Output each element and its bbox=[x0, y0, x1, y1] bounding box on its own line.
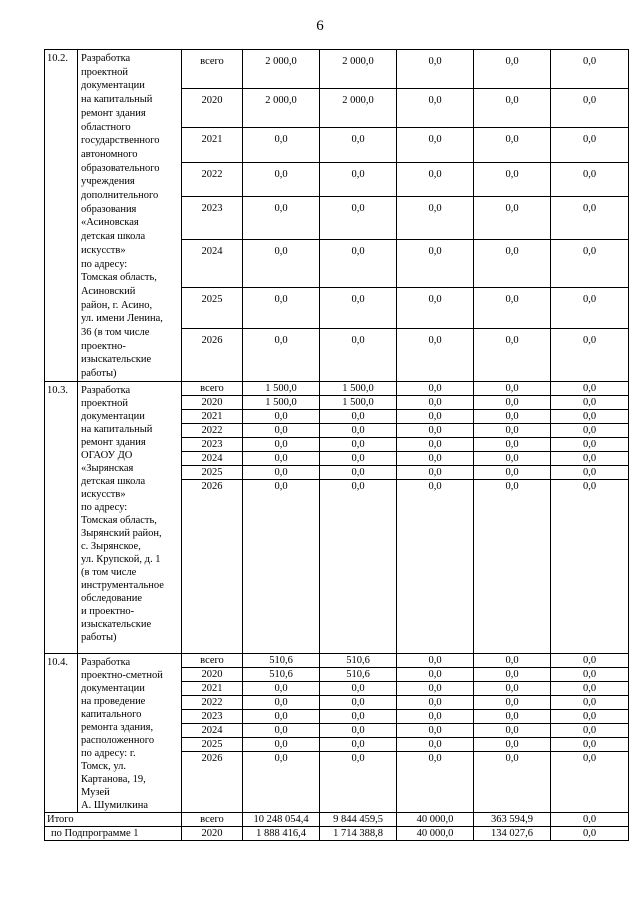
value-cell: 363 594,9 bbox=[474, 812, 551, 826]
value-cell: 0,0 bbox=[320, 724, 397, 738]
value-cell: 0,0 bbox=[243, 240, 320, 287]
year-cell: 2020 bbox=[182, 395, 243, 409]
description-line: проектно- bbox=[81, 340, 126, 352]
description-line: капитального bbox=[81, 708, 142, 720]
year-cell: 2026 bbox=[182, 328, 243, 381]
value-cell: 0,0 bbox=[397, 710, 474, 724]
year-cell: 2025 bbox=[182, 287, 243, 328]
value-cell: 0,0 bbox=[551, 465, 629, 479]
year-cell: 2026 bbox=[182, 752, 243, 812]
value-cell: 0,0 bbox=[397, 451, 474, 465]
year-cell: 2023 bbox=[182, 197, 243, 240]
value-cell: 10 248 054,4 bbox=[243, 812, 320, 826]
description-line: автономного bbox=[81, 148, 138, 160]
year-cell: 2025 bbox=[182, 738, 243, 752]
row-index: 10.3. bbox=[45, 381, 78, 653]
value-cell: 0,0 bbox=[551, 826, 629, 840]
value-cell: 0,0 bbox=[551, 451, 629, 465]
value-cell: 0,0 bbox=[397, 381, 474, 395]
value-cell: 0,0 bbox=[551, 50, 629, 89]
value-cell: 0,0 bbox=[551, 479, 629, 653]
description-line: детская школа bbox=[81, 475, 146, 487]
value-cell: 0,0 bbox=[551, 328, 629, 381]
value-cell: 0,0 bbox=[474, 479, 551, 653]
value-cell: 0,0 bbox=[243, 451, 320, 465]
value-cell: 0,0 bbox=[474, 328, 551, 381]
value-cell: 1 500,0 bbox=[243, 395, 320, 409]
value-cell: 0,0 bbox=[551, 240, 629, 287]
value-cell: 0,0 bbox=[551, 812, 629, 826]
description-line: изыскательские bbox=[81, 354, 152, 366]
description-line: обследование bbox=[81, 592, 142, 604]
year-cell: всего bbox=[182, 50, 243, 89]
value-cell: 40 000,0 bbox=[397, 812, 474, 826]
value-cell: 0,0 bbox=[551, 381, 629, 395]
value-cell: 0,0 bbox=[474, 653, 551, 667]
value-cell: 0,0 bbox=[320, 240, 397, 287]
table-row bbox=[45, 50, 629, 89]
value-cell: 0,0 bbox=[243, 197, 320, 240]
row-index: 10.4. bbox=[45, 653, 78, 812]
description-line: проектной bbox=[81, 66, 128, 78]
description-line: (в том числе bbox=[81, 566, 137, 578]
year-cell: 2023 bbox=[182, 437, 243, 451]
year-cell: 2024 bbox=[182, 724, 243, 738]
table-row bbox=[45, 653, 629, 667]
value-cell: 1 888 416,4 bbox=[243, 826, 320, 840]
total-label: по Подпрограмме 1 bbox=[45, 826, 182, 840]
description-line: инструментальное bbox=[81, 579, 164, 591]
value-cell: 0,0 bbox=[397, 653, 474, 667]
value-cell: 0,0 bbox=[474, 381, 551, 395]
value-cell: 0,0 bbox=[551, 409, 629, 423]
value-cell: 0,0 bbox=[320, 465, 397, 479]
year-cell: всего bbox=[182, 812, 243, 826]
value-cell: 2 000,0 bbox=[320, 50, 397, 89]
value-cell: 0,0 bbox=[551, 437, 629, 451]
description-line: А. Шумилкина bbox=[81, 799, 149, 811]
value-cell: 0,0 bbox=[397, 89, 474, 128]
value-cell: 0,0 bbox=[474, 89, 551, 128]
value-cell: 0,0 bbox=[243, 128, 320, 163]
value-cell: 0,0 bbox=[474, 50, 551, 89]
description-line: Картанова, 19, bbox=[81, 773, 146, 785]
value-cell: 0,0 bbox=[320, 128, 397, 163]
value-cell: 0,0 bbox=[551, 653, 629, 667]
value-cell: 0,0 bbox=[551, 696, 629, 710]
description-line: Разработка bbox=[81, 384, 131, 396]
description-line: Асиновский bbox=[81, 285, 136, 297]
year-cell: 2022 bbox=[182, 696, 243, 710]
description-line: ремонта здания, bbox=[81, 721, 154, 733]
description-line: Томская область, bbox=[81, 514, 157, 526]
description-line: Музей bbox=[81, 786, 110, 798]
value-cell: 0,0 bbox=[474, 163, 551, 197]
value-cell: 0,0 bbox=[397, 696, 474, 710]
year-cell: всего bbox=[182, 381, 243, 395]
value-cell: 40 000,0 bbox=[397, 826, 474, 840]
value-cell: 0,0 bbox=[474, 395, 551, 409]
value-cell: 0,0 bbox=[243, 479, 320, 653]
value-cell: 0,0 bbox=[397, 50, 474, 89]
table-row bbox=[45, 381, 629, 395]
value-cell: 0,0 bbox=[397, 287, 474, 328]
value-cell: 0,0 bbox=[551, 89, 629, 128]
value-cell: 0,0 bbox=[397, 465, 474, 479]
description-line: на капитальный bbox=[81, 423, 153, 435]
value-cell: 0,0 bbox=[397, 409, 474, 423]
description-line: с. Зырянское, bbox=[81, 540, 141, 552]
value-cell: 0,0 bbox=[474, 752, 551, 812]
value-cell: 0,0 bbox=[243, 696, 320, 710]
value-cell: 0,0 bbox=[474, 197, 551, 240]
description-line: Томск, ул. bbox=[81, 760, 126, 772]
value-cell: 1 500,0 bbox=[243, 381, 320, 395]
description-line: детская школа bbox=[81, 231, 146, 243]
description-line: документации bbox=[81, 682, 145, 694]
year-cell: 2024 bbox=[182, 451, 243, 465]
value-cell: 0,0 bbox=[243, 328, 320, 381]
row-description bbox=[78, 50, 182, 382]
value-cell: 0,0 bbox=[320, 451, 397, 465]
value-cell: 0,0 bbox=[243, 423, 320, 437]
year-cell: 2020 bbox=[182, 667, 243, 681]
value-cell: 0,0 bbox=[551, 128, 629, 163]
row-description bbox=[78, 381, 182, 653]
description-line: Томская область, bbox=[81, 272, 157, 284]
description-line: Зырянский район, bbox=[81, 527, 162, 539]
description-line: документации bbox=[81, 410, 145, 422]
value-cell: 2 000,0 bbox=[320, 89, 397, 128]
value-cell: 0,0 bbox=[551, 667, 629, 681]
row-description bbox=[78, 653, 182, 812]
total-row bbox=[45, 826, 629, 840]
description-line: по адресу: bbox=[81, 501, 128, 513]
description-line: расположенного bbox=[81, 734, 155, 746]
description-line: областного bbox=[81, 121, 131, 133]
value-cell: 0,0 bbox=[474, 437, 551, 451]
value-cell: 0,0 bbox=[320, 479, 397, 653]
description-line: ремонт здания bbox=[81, 436, 146, 448]
description-line: ул. имени Ленина, bbox=[81, 313, 163, 325]
value-cell: 1 714 388,8 bbox=[320, 826, 397, 840]
year-cell: 2020 bbox=[182, 89, 243, 128]
value-cell: 0,0 bbox=[320, 696, 397, 710]
description-line: ОГАОУ ДО bbox=[81, 449, 133, 461]
value-cell: 0,0 bbox=[551, 197, 629, 240]
value-cell: 0,0 bbox=[243, 710, 320, 724]
year-cell: 2021 bbox=[182, 128, 243, 163]
value-cell: 0,0 bbox=[474, 451, 551, 465]
description-line: искусств» bbox=[81, 488, 126, 500]
value-cell: 2 000,0 bbox=[243, 50, 320, 89]
value-cell: 0,0 bbox=[551, 752, 629, 812]
description-line: на капитальный bbox=[81, 94, 153, 106]
year-cell: 2021 bbox=[182, 682, 243, 696]
year-cell: 2024 bbox=[182, 240, 243, 287]
budget-table bbox=[44, 49, 629, 841]
description-line: документации bbox=[81, 80, 145, 92]
value-cell: 0,0 bbox=[320, 682, 397, 696]
value-cell: 134 027,6 bbox=[474, 826, 551, 840]
value-cell: 0,0 bbox=[320, 328, 397, 381]
value-cell: 0,0 bbox=[243, 437, 320, 451]
value-cell: 0,0 bbox=[474, 409, 551, 423]
value-cell: 0,0 bbox=[474, 696, 551, 710]
page-number: 6 bbox=[316, 18, 324, 34]
value-cell: 0,0 bbox=[397, 197, 474, 240]
description-line: Разработка bbox=[81, 53, 131, 64]
description-line: Разработка bbox=[81, 656, 131, 668]
value-cell: 0,0 bbox=[474, 287, 551, 328]
value-cell: 1 500,0 bbox=[320, 395, 397, 409]
budget-table-body bbox=[45, 50, 629, 841]
description-line: 36 (в том числе bbox=[81, 327, 150, 339]
description-line: работы) bbox=[81, 368, 117, 380]
value-cell: 0,0 bbox=[551, 738, 629, 752]
value-cell: 0,0 bbox=[551, 724, 629, 738]
description-line: искусств» bbox=[81, 244, 126, 256]
description-line: и проектно- bbox=[81, 605, 135, 617]
value-cell: 2 000,0 bbox=[243, 89, 320, 128]
value-cell: 0,0 bbox=[397, 479, 474, 653]
value-cell: 0,0 bbox=[397, 667, 474, 681]
value-cell: 0,0 bbox=[320, 752, 397, 812]
total-row bbox=[45, 812, 629, 826]
value-cell: 0,0 bbox=[320, 409, 397, 423]
year-cell: 2026 bbox=[182, 479, 243, 653]
value-cell: 0,0 bbox=[320, 437, 397, 451]
description-line: проектной bbox=[81, 397, 128, 409]
value-cell: 0,0 bbox=[397, 163, 474, 197]
value-cell: 0,0 bbox=[474, 128, 551, 163]
description-line: дополнительного bbox=[81, 190, 159, 202]
value-cell: 0,0 bbox=[397, 128, 474, 163]
value-cell: 0,0 bbox=[320, 710, 397, 724]
value-cell: 0,0 bbox=[551, 710, 629, 724]
description-line: ул. Крупской, д. 1 bbox=[81, 553, 161, 565]
value-cell: 1 500,0 bbox=[320, 381, 397, 395]
value-cell: 0,0 bbox=[397, 240, 474, 287]
value-cell: 510,6 bbox=[243, 653, 320, 667]
value-cell: 0,0 bbox=[243, 287, 320, 328]
description-line: «Зырянская bbox=[81, 462, 134, 474]
total-label: Итого bbox=[45, 812, 182, 826]
description-line: по адресу: г. bbox=[81, 747, 136, 759]
year-cell: 2022 bbox=[182, 163, 243, 197]
value-cell: 0,0 bbox=[243, 163, 320, 197]
value-cell: 510,6 bbox=[243, 667, 320, 681]
value-cell: 0,0 bbox=[397, 423, 474, 437]
value-cell: 0,0 bbox=[474, 724, 551, 738]
value-cell: 0,0 bbox=[320, 287, 397, 328]
description-line: «Асиновская bbox=[81, 217, 139, 229]
value-cell: 510,6 bbox=[320, 653, 397, 667]
year-cell: 2023 bbox=[182, 710, 243, 724]
value-cell: 0,0 bbox=[243, 682, 320, 696]
value-cell: 0,0 bbox=[320, 738, 397, 752]
value-cell: 0,0 bbox=[551, 423, 629, 437]
value-cell: 0,0 bbox=[397, 682, 474, 696]
description-line: район, г. Асино, bbox=[81, 299, 153, 311]
value-cell: 0,0 bbox=[474, 667, 551, 681]
value-cell: 510,6 bbox=[320, 667, 397, 681]
description-line: на проведение bbox=[81, 695, 146, 707]
value-cell: 0,0 bbox=[551, 287, 629, 328]
description-line: образования bbox=[81, 203, 137, 215]
value-cell: 0,0 bbox=[243, 409, 320, 423]
value-cell: 0,0 bbox=[474, 738, 551, 752]
value-cell: 0,0 bbox=[551, 163, 629, 197]
value-cell: 0,0 bbox=[320, 163, 397, 197]
value-cell: 0,0 bbox=[474, 423, 551, 437]
year-cell: 2020 bbox=[182, 826, 243, 840]
value-cell: 0,0 bbox=[474, 710, 551, 724]
value-cell: 9 844 459,5 bbox=[320, 812, 397, 826]
value-cell: 0,0 bbox=[551, 682, 629, 696]
description-line: проектно-сметной bbox=[81, 669, 163, 681]
value-cell: 0,0 bbox=[320, 423, 397, 437]
description-line: учреждения bbox=[81, 176, 135, 188]
year-cell: 2022 bbox=[182, 423, 243, 437]
year-cell: 2021 bbox=[182, 409, 243, 423]
value-cell: 0,0 bbox=[551, 395, 629, 409]
description-line: ремонт здания bbox=[81, 107, 146, 119]
value-cell: 0,0 bbox=[243, 752, 320, 812]
year-cell: всего bbox=[182, 653, 243, 667]
description-line: работы) bbox=[81, 631, 117, 643]
value-cell: 0,0 bbox=[243, 724, 320, 738]
description-line: государственного bbox=[81, 135, 160, 147]
description-line: образовательного bbox=[81, 162, 160, 174]
year-cell: 2025 bbox=[182, 465, 243, 479]
value-cell: 0,0 bbox=[474, 465, 551, 479]
value-cell: 0,0 bbox=[243, 465, 320, 479]
value-cell: 0,0 bbox=[397, 437, 474, 451]
value-cell: 0,0 bbox=[243, 738, 320, 752]
value-cell: 0,0 bbox=[397, 328, 474, 381]
value-cell: 0,0 bbox=[397, 738, 474, 752]
description-line: изыскательские bbox=[81, 618, 152, 630]
value-cell: 0,0 bbox=[320, 197, 397, 240]
value-cell: 0,0 bbox=[397, 752, 474, 812]
value-cell: 0,0 bbox=[474, 682, 551, 696]
value-cell: 0,0 bbox=[474, 240, 551, 287]
value-cell: 0,0 bbox=[397, 724, 474, 738]
description-line: по адресу: bbox=[81, 258, 128, 270]
value-cell: 0,0 bbox=[397, 395, 474, 409]
row-index: 10.2. bbox=[45, 50, 78, 382]
